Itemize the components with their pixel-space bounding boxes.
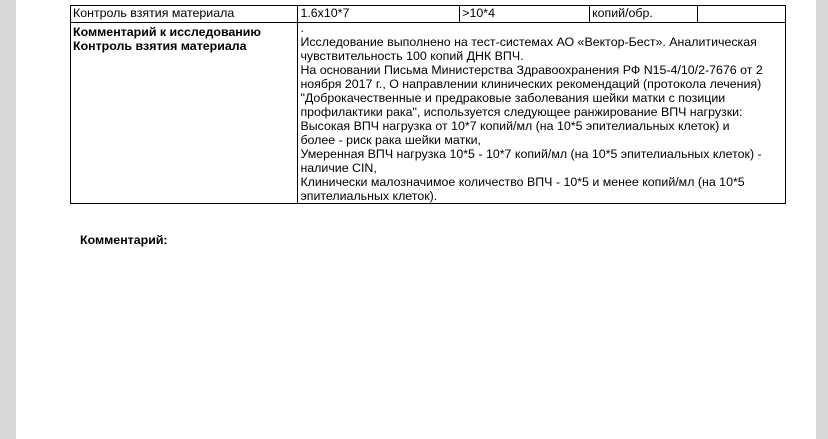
comment-label-line: Контроль взятия материала [73, 39, 247, 53]
comment-text-cell [298, 23, 786, 204]
result-value-cell: 1.6x10*7 [298, 6, 460, 23]
comment-line: Клинически малозначимое количество ВПЧ - 10*5 и менее копий/мл (на 10*5 [300, 175, 745, 189]
comment-dot: . [300, 21, 304, 35]
document-page [16, 0, 816, 439]
comment-line: наличие CIN, [300, 161, 377, 175]
comment-line: Высокая ВПЧ нагрузка от 10*7 копий/мл (на 10*5 эпителиальных клеток) и [300, 119, 730, 133]
comment-label-line: Комментарий к исследованию [73, 25, 261, 39]
right-margin [816, 0, 828, 439]
comment-line: эпителиальных клеток). [300, 189, 438, 203]
comment-line: Исследование выполнено на тест-системах АО «Вектор-Бест». Аналитическая [300, 35, 757, 49]
comment-line: "Доброкачественные и предраковые заболевания шейки матки с позиции [300, 91, 726, 105]
comment-row [71, 23, 786, 204]
table-row [71, 6, 786, 23]
comment-label-cell [71, 23, 298, 204]
comment-line: Умеренная ВПЧ нагрузка 10*5 - 10*7 копий/мл (на 10*5 эпителиальных клеток) - [300, 147, 762, 161]
left-margin [0, 0, 16, 439]
comment-line: чувствительность 100 копий ДНК ВПЧ. [300, 49, 524, 63]
test-name-cell: Контроль взятия материала [71, 6, 298, 23]
reference-range-cell: >10*4 [460, 6, 590, 23]
empty-cell [697, 6, 785, 23]
comment-line: На основании Письма Министерства Здравоохранения РФ N15-4/10/2-7676 от 2 [300, 63, 763, 77]
unit-cell: копий/обр. [590, 6, 698, 23]
comment-line: ноября 2017 г., О направлении клинических рекомендаций (протокола лечения) [300, 77, 762, 91]
footer-comment-label: Комментарий: [80, 233, 168, 247]
comment-line: более - риск рака шейки матки, [300, 133, 481, 147]
comment-line: профилактики рака", используется следующее ранжирование ВПЧ нагрузки: [300, 105, 743, 119]
results-table [70, 5, 786, 204]
